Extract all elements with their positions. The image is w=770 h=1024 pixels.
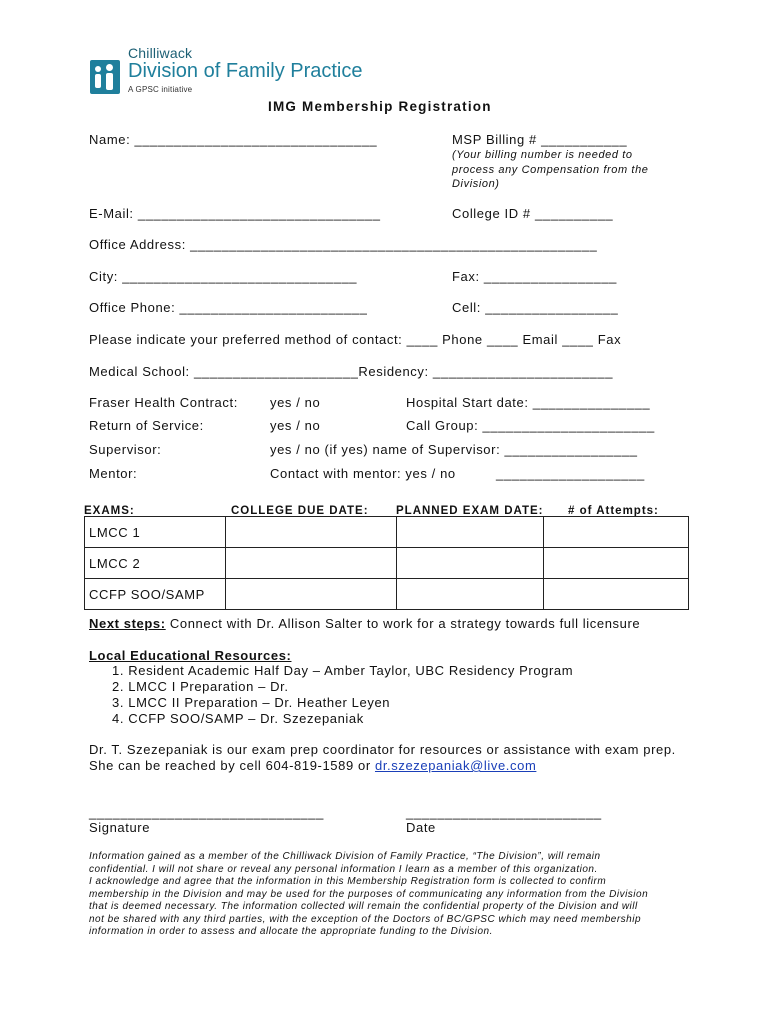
footer-line: confidential. I will not share or reveal any personal information I learn as a member of this organization. bbox=[89, 863, 598, 875]
coordinator-email-link[interactable]: dr.szezepaniak@live.com bbox=[374, 758, 537, 773]
date-label: Date bbox=[406, 820, 436, 835]
mentor-blank[interactable]: ___________________ bbox=[496, 466, 645, 481]
hospital-start-field[interactable]: Hospital Start date: _______________ bbox=[406, 395, 651, 410]
table-row bbox=[85, 548, 689, 579]
exam-name-cell: LMCC 1 bbox=[85, 517, 226, 548]
signature-line[interactable]: ______________________________ bbox=[89, 805, 324, 820]
resource-item: 3. LMCC II Preparation – Dr. Heather Leyen bbox=[112, 695, 391, 710]
exams-table bbox=[84, 516, 689, 610]
logo-sub-text: A GPSC initiative bbox=[128, 85, 193, 94]
division-logo-icon bbox=[90, 60, 120, 94]
office-address-field[interactable]: Office Address: ____________________________________________________ bbox=[89, 237, 598, 252]
name-field[interactable]: Name: _______________________________ bbox=[89, 132, 378, 147]
fraser-health-options[interactable]: yes / no bbox=[270, 395, 321, 410]
table-row bbox=[85, 579, 689, 610]
signature-label: Signature bbox=[89, 820, 151, 835]
msp-billing-field[interactable]: MSP Billing # ___________ bbox=[452, 132, 628, 147]
college-due-date-cell[interactable] bbox=[226, 548, 397, 579]
footer-line: membership in the Division and may be used for the purposes of communicating any information from the Division bbox=[89, 888, 649, 900]
coordinator-line-1: Dr. T. Szezepaniak is our exam prep coordinator for resources or assistance with exam prep. bbox=[89, 742, 676, 757]
city-field[interactable]: City: ______________________________ bbox=[89, 269, 358, 284]
college-due-date-cell[interactable] bbox=[226, 579, 397, 610]
attempts-cell[interactable] bbox=[544, 517, 689, 548]
mentor-label: Mentor: bbox=[89, 466, 138, 481]
footer-line: Information gained as a member of the Chilliwack Division of Family Practice, “The Division”, will remain bbox=[89, 851, 601, 862]
college-due-date-header: COLLEGE DUE DATE: bbox=[231, 505, 369, 517]
attempts-cell[interactable] bbox=[544, 548, 689, 579]
return-of-service-options[interactable]: yes / no bbox=[270, 418, 321, 433]
college-id-field[interactable]: College ID # __________ bbox=[452, 206, 614, 221]
medical-school-field[interactable]: Medical School: _____________________Residency: _______________________ bbox=[89, 364, 614, 379]
planned-exam-date-cell[interactable] bbox=[397, 579, 544, 610]
coordinator-line-2 bbox=[89, 758, 536, 773]
exam-name-cell: CCFP SOO/SAMP bbox=[85, 579, 226, 610]
table-row bbox=[85, 517, 689, 548]
coordinator-contact-text: She can be reached by cell 604-819-1589 or bbox=[89, 758, 375, 773]
footer-line: that is deemed necessary. The information collected will remain the confidential property of the Division and will bbox=[89, 901, 638, 912]
next-steps bbox=[89, 616, 640, 631]
date-line[interactable]: _________________________ bbox=[406, 805, 602, 820]
resource-item: 2. LMCC I Preparation – Dr. bbox=[112, 679, 289, 694]
logo-top-text: Chilliwack bbox=[128, 45, 193, 61]
email-field[interactable]: E-Mail: _______________________________ bbox=[89, 206, 381, 221]
exam-name-cell: LMCC 2 bbox=[85, 548, 226, 579]
footer-line: I acknowledge and agree that the information in this Membership Registration form is collected to confirm bbox=[89, 876, 607, 887]
footer-disclaimer bbox=[89, 851, 648, 939]
exams-header: EXAMS: bbox=[84, 505, 135, 517]
mentor-options[interactable]: Contact with mentor: yes / no bbox=[270, 466, 456, 481]
resource-item: 1. Resident Academic Half Day – Amber Taylor, UBC Residency Program bbox=[112, 663, 574, 678]
resource-item: 4. CCFP SOO/SAMP – Dr. Szezepaniak bbox=[112, 711, 364, 726]
return-of-service-label: Return of Service: bbox=[89, 418, 204, 433]
attempts-cell[interactable] bbox=[544, 579, 689, 610]
attempts-header: # of Attempts: bbox=[568, 505, 659, 517]
form-title: IMG Membership Registration bbox=[268, 99, 492, 114]
next-steps-label: Next steps: bbox=[89, 616, 166, 631]
footer-line: not be shared with any third parties, with the exception of the Doctors of BC/GPSC which may need membership bbox=[89, 913, 642, 925]
college-due-date-cell[interactable] bbox=[226, 517, 397, 548]
planned-exam-date-header: PLANNED EXAM DATE: bbox=[396, 505, 544, 517]
fraser-health-label: Fraser Health Contract: bbox=[89, 395, 238, 410]
next-steps-text: Connect with Dr. Allison Salter to work for a strategy towards full licensure bbox=[165, 616, 641, 631]
supervisor-field[interactable]: yes / no (if yes) name of Supervisor: _________________ bbox=[270, 442, 638, 457]
contact-method-field[interactable]: Please indicate your preferred method of contact: ____ Phone ____ Email ____ Fax bbox=[89, 332, 622, 347]
call-group-field[interactable]: Call Group: ______________________ bbox=[406, 418, 655, 433]
cell-field[interactable]: Cell: _________________ bbox=[452, 300, 619, 315]
resources-heading: Local Educational Resources: bbox=[89, 648, 292, 663]
msp-note: (Your billing number is needed to process any Compensation from the Division) bbox=[452, 149, 649, 190]
logo-main-text: Division of Family Practice bbox=[128, 60, 363, 82]
planned-exam-date-cell[interactable] bbox=[397, 517, 544, 548]
office-phone-field[interactable]: Office Phone: ________________________ bbox=[89, 300, 368, 315]
fax-field[interactable]: Fax: _________________ bbox=[452, 269, 618, 284]
footer-line: information in order to assess and allocate the appropriate funding to the Division. bbox=[89, 926, 493, 937]
supervisor-label: Supervisor: bbox=[89, 442, 162, 457]
planned-exam-date-cell[interactable] bbox=[397, 548, 544, 579]
